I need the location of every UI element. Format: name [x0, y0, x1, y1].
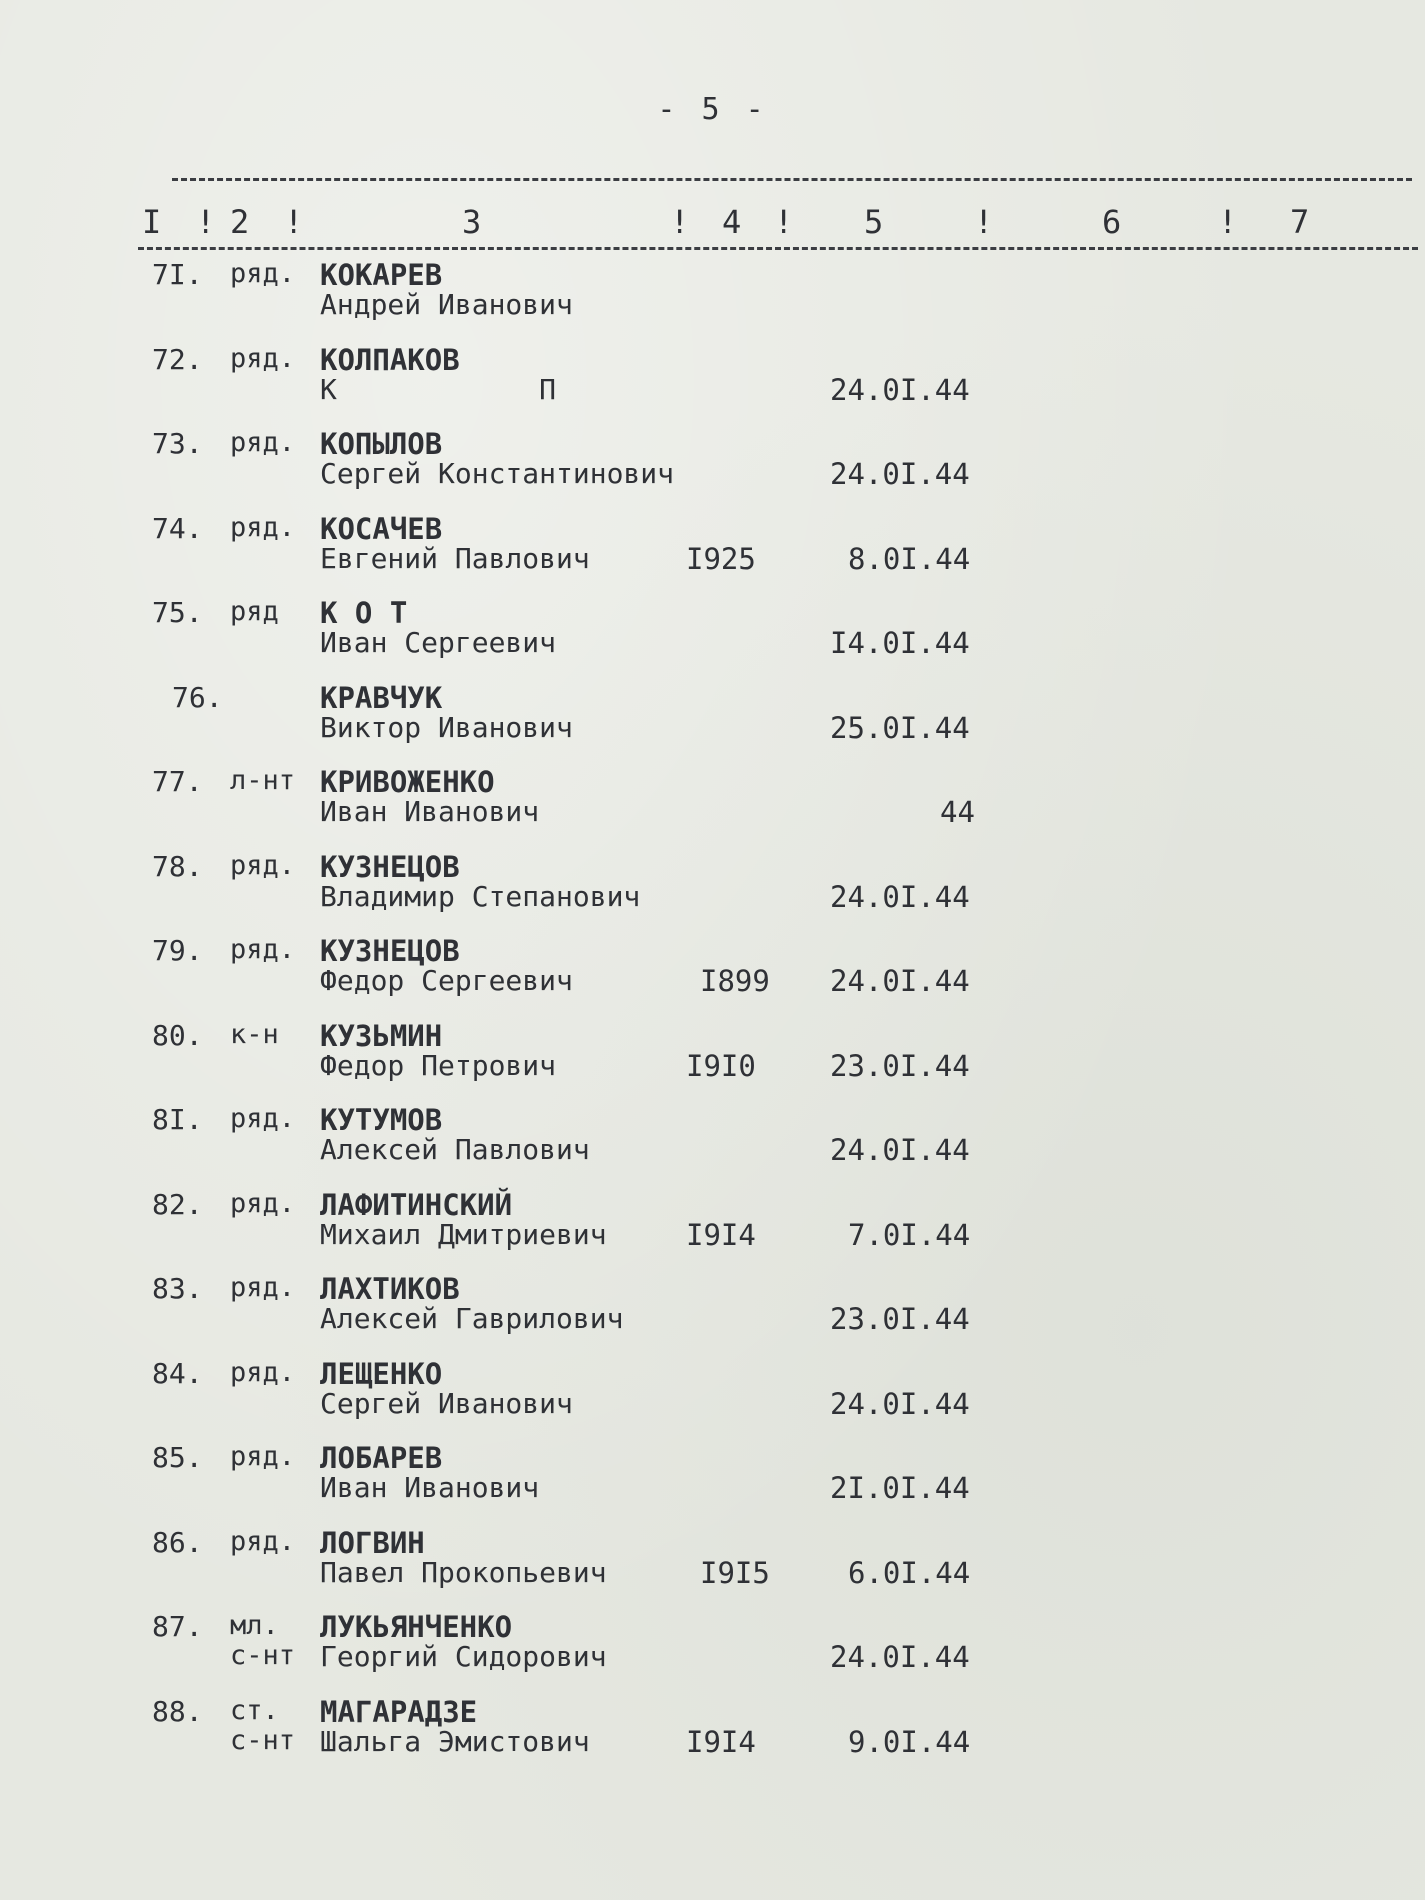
entry-number: 80. — [152, 1018, 203, 1052]
entry-date: 24.0I.44 — [830, 457, 970, 491]
entry-date: 23.0I.44 — [830, 1302, 970, 1336]
entry-date: 25.0I.44 — [830, 710, 970, 745]
column-7-header: 7 — [1290, 203, 1310, 241]
roster-list — [0, 258, 1425, 1779]
entry-given-names: Виктор Иванович — [320, 710, 573, 744]
entry-number: 87. — [152, 1610, 203, 1643]
entry-given-names: Михаил Дмитриевич — [320, 1217, 607, 1251]
entry-rank: ст. — [230, 1694, 279, 1726]
entry-surname: ЛЕЩЕНКО — [320, 1356, 443, 1391]
entry-number: 7I. — [152, 258, 203, 291]
entry-surname: КОЛПАКОВ — [320, 342, 460, 377]
page-number: - 5 - — [657, 92, 768, 127]
entry-surname: ЛАФИТИНСКИЙ — [320, 1187, 513, 1222]
entry-number: 83. — [152, 1272, 203, 1305]
list-item — [0, 1695, 1425, 1780]
entry-rank: ряд. — [230, 1441, 296, 1472]
entry-surname: КУЗНЕЦОВ — [320, 849, 460, 884]
entry-given-names: Владимир Степанович — [320, 879, 641, 913]
list-item — [0, 1357, 1425, 1442]
entry-date: 24.0I.44 — [830, 1386, 970, 1421]
list-item — [0, 850, 1425, 935]
list-item — [0, 258, 1425, 343]
entry-rank: ряд. — [230, 1272, 296, 1303]
entry-rank: ряд. — [230, 1187, 296, 1219]
entry-date: 7.0I.44 — [848, 1217, 971, 1252]
entry-surname: КОПЫЛОВ — [320, 427, 443, 461]
list-item — [0, 1610, 1425, 1695]
entry-rank: ряд. — [230, 511, 296, 543]
entry-surname: ЛУКЬЯНЧЕНКО — [320, 1610, 513, 1644]
entry-rank: ряд. — [230, 1525, 296, 1557]
entry-date: 44 — [940, 795, 975, 829]
entry-rank: ряд. — [230, 849, 296, 881]
entry-birth-year: I9I4 — [686, 1724, 756, 1759]
entry-number: 76. — [172, 680, 223, 714]
list-item — [0, 427, 1425, 512]
entry-date: 24.0I.44 — [830, 372, 970, 407]
entry-number: 73. — [152, 427, 203, 460]
column-2-header: 2 — [230, 203, 250, 241]
entry-number: 77. — [152, 765, 203, 798]
entry-date: 24.0I.44 — [830, 964, 970, 998]
column-header-row — [138, 203, 1418, 250]
list-item — [0, 1188, 1425, 1273]
entry-rank: ряд. — [230, 427, 296, 458]
column-separator: ! — [670, 203, 690, 241]
list-item — [0, 765, 1425, 850]
entry-surname: КУТУМОВ — [320, 1103, 443, 1137]
list-item — [0, 681, 1425, 766]
column-separator: ! — [1218, 203, 1238, 241]
column-4-header: 4 — [722, 203, 742, 241]
entry-number: 72. — [152, 342, 203, 376]
entry-given-names: Федор Петрович — [320, 1048, 557, 1082]
list-item — [0, 596, 1425, 681]
entry-rank: ряд. — [230, 1356, 296, 1388]
column-separator: ! — [196, 203, 216, 241]
entry-number: 85. — [152, 1441, 203, 1474]
entry-given-names: Федор Сергеевич — [320, 964, 573, 997]
entry-given-names: Сергей Константинович — [320, 457, 675, 490]
entry-number: 78. — [152, 849, 203, 883]
column-separator: ! — [284, 203, 304, 241]
entry-given-names: Георгий Сидорович — [320, 1640, 607, 1673]
entry-surname: КРИВОЖЕНКО — [320, 765, 495, 799]
column-5-header: 5 — [864, 203, 884, 241]
entry-surname: КРАВЧУК — [320, 680, 443, 715]
entry-given-names: Евгений Павлович — [320, 541, 590, 575]
entry-rank: ряд — [230, 596, 279, 627]
entry-surname: ЛОБАРЕВ — [320, 1441, 443, 1475]
entry-rank: ряд. — [230, 258, 296, 289]
entry-given-names: Алексей Павлович — [320, 1133, 590, 1166]
entry-surname: КУЗНЕЦОВ — [320, 934, 460, 968]
entry-birth-year: I925 — [686, 541, 756, 576]
entry-birth-year: I9I0 — [686, 1048, 756, 1083]
list-item — [0, 1441, 1425, 1526]
entry-given-names: Павел Прокопьевич — [320, 1555, 607, 1589]
top-dashed-rule — [172, 178, 1412, 181]
column-3-header: 3 — [462, 203, 482, 241]
entry-given-names: Иван Иванович — [320, 1471, 540, 1504]
entry-surname: КУЗЬМИН — [320, 1018, 443, 1053]
entry-given-names: Алексей Гаврилович — [320, 1302, 624, 1335]
list-item — [0, 1526, 1425, 1611]
list-item — [0, 512, 1425, 597]
entry-number: 8I. — [152, 1103, 203, 1136]
entry-birth-year: I9I5 — [700, 1555, 770, 1590]
entry-number: 74. — [152, 511, 203, 545]
column-separator: ! — [774, 203, 794, 241]
entry-date: 9.0I.44 — [848, 1724, 971, 1759]
list-item — [0, 934, 1425, 1019]
entry-rank: ряд. — [230, 342, 296, 374]
list-item — [0, 343, 1425, 428]
entry-rank: ряд. — [230, 934, 296, 965]
entry-date: 24.0I.44 — [830, 1640, 970, 1674]
entry-rank: мл. — [230, 1610, 279, 1641]
entry-surname: ЛАХТИКОВ — [320, 1272, 460, 1306]
entry-rank: л-нт — [230, 765, 296, 796]
entry-rank-line2: с-нт — [230, 1640, 296, 1671]
entry-given-names: Шальга Эмистович — [320, 1724, 590, 1758]
entry-number: 82. — [152, 1187, 203, 1221]
list-item — [0, 1272, 1425, 1357]
column-1-header: I — [142, 203, 162, 241]
entry-surname: КОКАРЕВ — [320, 258, 443, 292]
entry-birth-year: I899 — [700, 964, 770, 998]
entry-given-names: К П — [320, 372, 557, 406]
entry-given-names: Иван Иванович — [320, 795, 540, 828]
list-item — [0, 1019, 1425, 1104]
entry-date: I4.0I.44 — [830, 626, 970, 660]
entry-given-names: Андрей Иванович — [320, 288, 573, 321]
entry-date: 2I.0I.44 — [830, 1471, 970, 1505]
entry-number: 75. — [152, 596, 203, 629]
entry-surname: МАГАРАДЗЕ — [320, 1694, 478, 1729]
entry-given-names: Сергей Иванович — [320, 1386, 573, 1420]
entry-given-names: Иван Сергеевич — [320, 626, 557, 659]
list-item — [0, 1103, 1425, 1188]
entry-number: 84. — [152, 1356, 203, 1390]
entry-number: 88. — [152, 1694, 203, 1728]
entry-birth-year: I9I4 — [686, 1217, 756, 1252]
entry-number: 79. — [152, 934, 203, 967]
entry-date: 6.0I.44 — [848, 1555, 971, 1590]
entry-date: 8.0I.44 — [848, 541, 971, 576]
entry-surname: К О Т — [320, 596, 408, 630]
entry-rank: ряд. — [230, 1103, 296, 1134]
entry-surname: ЛОГВИН — [320, 1525, 425, 1560]
entry-rank: к-н — [230, 1018, 279, 1050]
entry-date: 24.0I.44 — [830, 1133, 970, 1167]
entry-date: 23.0I.44 — [830, 1048, 970, 1083]
column-separator: ! — [974, 203, 994, 241]
entry-rank-line2: с-нт — [230, 1724, 296, 1756]
entry-surname: КОСАЧЕВ — [320, 511, 443, 546]
entry-number: 86. — [152, 1525, 203, 1559]
entry-date: 24.0I.44 — [830, 879, 970, 914]
column-6-header: 6 — [1102, 203, 1122, 241]
